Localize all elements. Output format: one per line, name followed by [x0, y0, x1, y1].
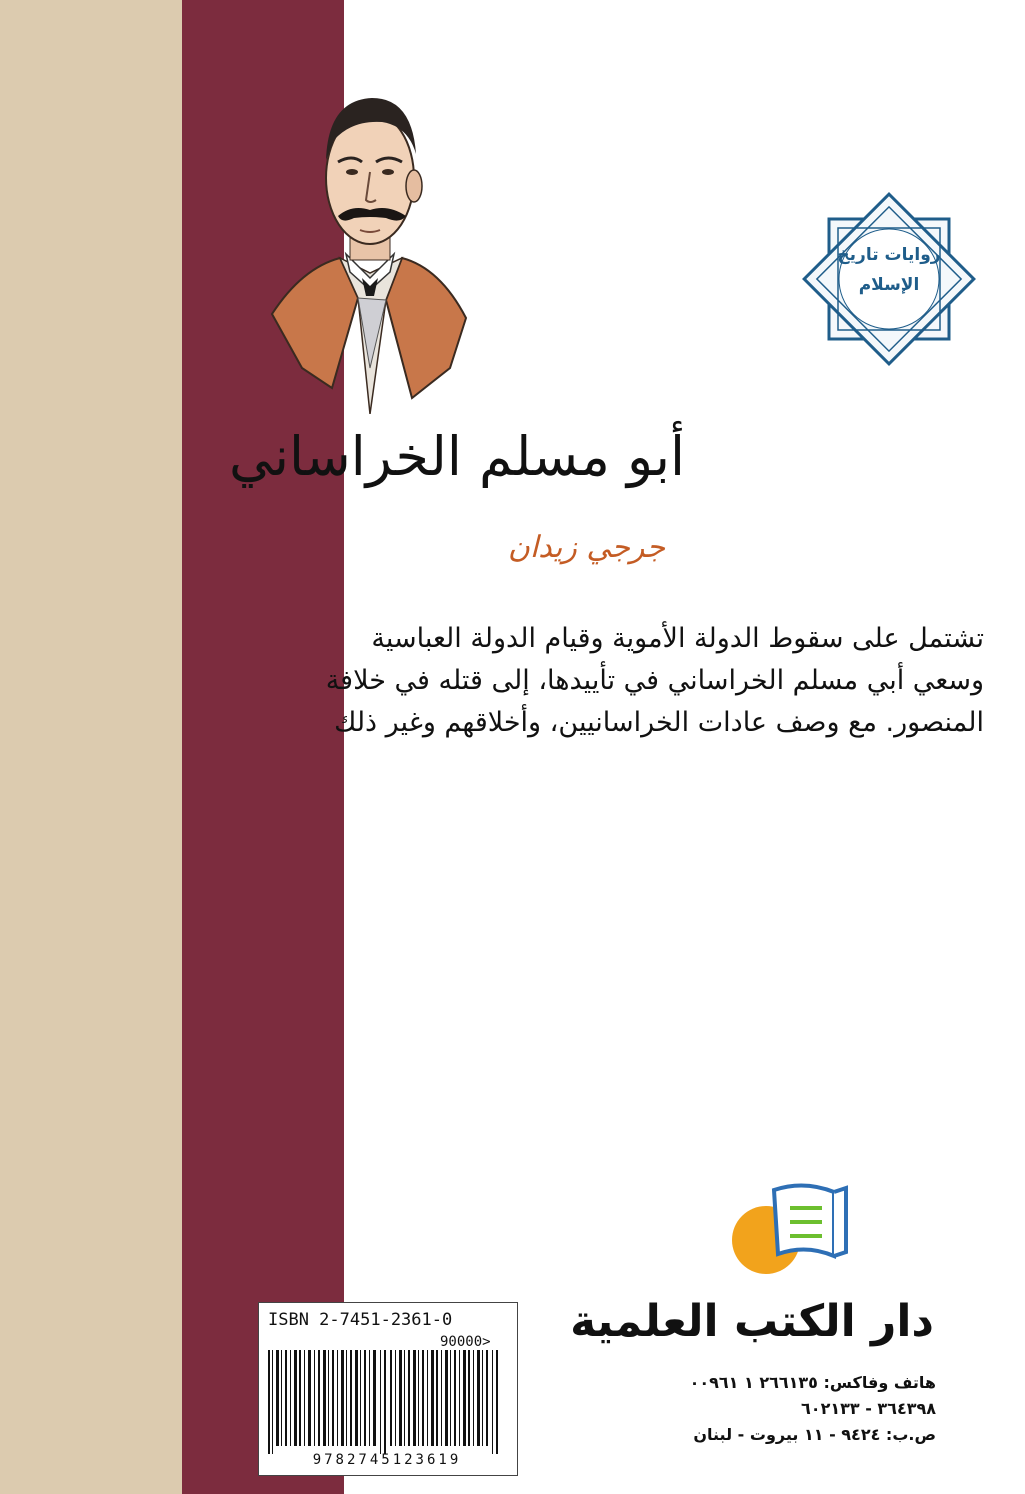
- series-badge-text: روايات تاريخ الإسلام: [837, 245, 941, 295]
- contact-address: ص.ب: ٩٤٢٤ - ١١ بيروت - لبنان: [693, 1425, 936, 1444]
- description-line: المنصور. مع وصف عادات الخراسانيين، وأخلاقهم وغير ذلك: [334, 707, 984, 738]
- barcode-icon: [266, 1350, 508, 1454]
- description-line: وسعي أبي مسلم الخراساني في تأييدها، إلى قتله في خلافة: [325, 665, 984, 696]
- description-line: تشتمل على سقوط الدولة الأموية وقيام الدولة العباسية: [371, 623, 984, 654]
- isbn-label: ISBN 2-7451-2361-0: [268, 1310, 453, 1330]
- book-title: أبو مسلم الخراساني: [228, 425, 685, 488]
- publisher-logo-icon: [714, 1170, 864, 1290]
- publisher-name: دار الكتب العلمية: [570, 1296, 934, 1347]
- price-code: 90000>: [440, 1334, 491, 1350]
- author-name: جرجي زيدان: [507, 530, 665, 565]
- contact-phone: هاتف وفاكس: ٢٦٦١٣٥ ١ ٠٠٩٦١: [689, 1373, 936, 1392]
- book-description: [325, 618, 984, 744]
- publisher-contact: [644, 1370, 936, 1448]
- beige-spine-strip: [0, 0, 182, 1494]
- author-portrait: [262, 68, 476, 414]
- barcode-digits: 9782745123619: [312, 1452, 462, 1468]
- contact-phone-2: ٣٦٤٣٩٨ - ٦٠٢١٣٣: [801, 1399, 936, 1418]
